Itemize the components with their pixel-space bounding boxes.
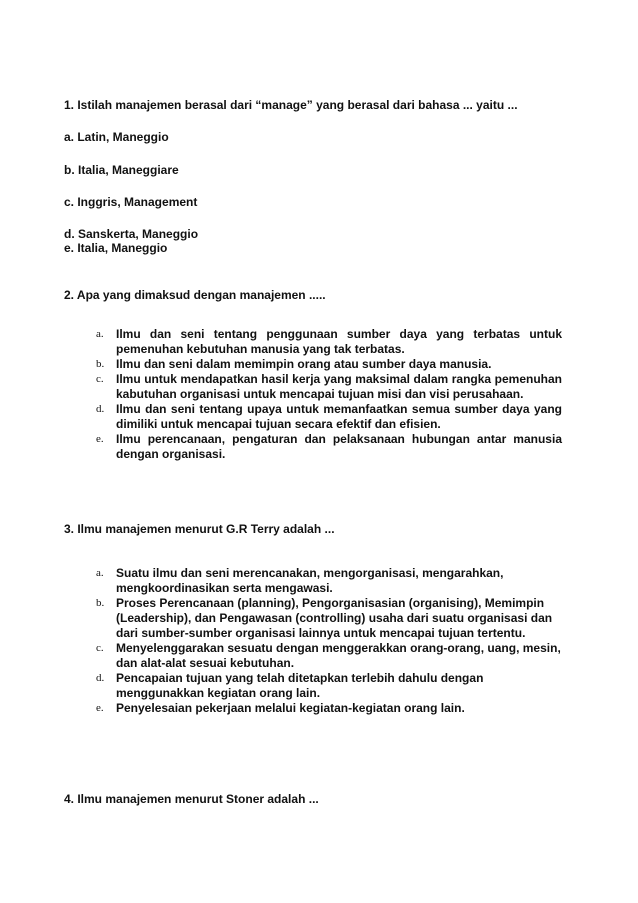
option-letter: e.: [96, 702, 104, 714]
option-letter: b.: [96, 597, 105, 609]
question-1: 1. Istilah manajemen berasal dari “manage” yang berasal dari bahasa ... yaitu ...: [64, 98, 518, 112]
q1-option-e: e. Italia, Maneggio: [64, 241, 168, 255]
option-letter: d.: [96, 403, 105, 415]
option-letter: a.: [96, 328, 104, 340]
q2-option-c: [96, 372, 562, 402]
q3-option-a: [96, 566, 562, 596]
q1-option-a: a. Latin, Maneggio: [64, 130, 169, 144]
q3-option-d: [96, 671, 562, 701]
option-text: Ilmu untuk mendapatkan hasil kerja yang maksimal dalam rangka pemenuhan kabutuhan organisasi untuk mencapai tujuan misi dan visi perusahaan.: [116, 372, 562, 401]
q3-option-e: [96, 701, 562, 716]
option-text: Pencapaian tujuan yang telah ditetapkan terlebih dahulu dengan menggunakkan kegiatan orang lain.: [116, 671, 484, 700]
option-letter: b.: [96, 358, 105, 370]
question-4: 4. Ilmu manajemen menurut Stoner adalah ...: [64, 792, 319, 806]
option-letter: a.: [96, 567, 104, 579]
q2-option-e: [96, 432, 562, 462]
option-text: Penyelesaian pekerjaan melalui kegiatan-kegiatan orang lain.: [116, 701, 465, 715]
option-letter: d.: [96, 672, 105, 684]
q1-option-c: c. Inggris, Management: [64, 195, 198, 209]
option-text: Proses Perencanaan (planning), Pengorganisasian (organising), Memimpin (Leadership), dan Pengawasan (controlling) usaha dari suatu organisasi dan dari sumber-sumber organisasi lainnya untuk mencapai tujuan tertentu.: [116, 596, 553, 640]
q2-option-d: [96, 402, 562, 432]
option-letter: c.: [96, 373, 104, 385]
q3-option-c: [96, 641, 562, 671]
question-2: 2. Apa yang dimaksud dengan manajemen .....: [64, 288, 326, 302]
q2-option-a: [96, 327, 562, 357]
question-3: 3. Ilmu manajemen menurut G.R Terry adalah ...: [64, 522, 335, 536]
q2-options: [96, 327, 562, 462]
option-text: Suatu ilmu dan seni merencanakan, mengorganisasi, mengarahkan, mengkoordinasikan serta mengawasi.: [116, 566, 504, 595]
option-text: Ilmu perencanaan, pengaturan dan pelaksanaan hubungan antar manusia dengan organisasi.: [116, 432, 562, 461]
q3-options: [96, 566, 562, 716]
option-text: Ilmu dan seni dalam memimpin orang atau sumber daya manusia.: [116, 357, 492, 371]
q3-option-b: [96, 596, 562, 641]
option-letter: c.: [96, 642, 104, 654]
q1-option-b: b. Italia, Maneggiare: [64, 163, 179, 177]
q1-option-d: d. Sanskerta, Maneggio: [64, 227, 199, 241]
option-text: Menyelenggarakan sesuatu dengan menggerakkan orang-orang, uang, mesin, dan alat-alat sesuai kebutuhan.: [116, 641, 561, 670]
option-text: Ilmu dan seni tentang penggunaan sumber daya yang terbatas untuk pemenuhan kebutuhan manusia yang tak terbatas.: [116, 327, 562, 356]
option-text: Ilmu dan seni tentang upaya untuk memanfaatkan semua sumber daya yang dimiliki untuk mencapai tujuan secara efektif dan efisien.: [116, 402, 562, 431]
q2-option-b: [96, 357, 562, 372]
option-letter: e.: [96, 433, 104, 445]
